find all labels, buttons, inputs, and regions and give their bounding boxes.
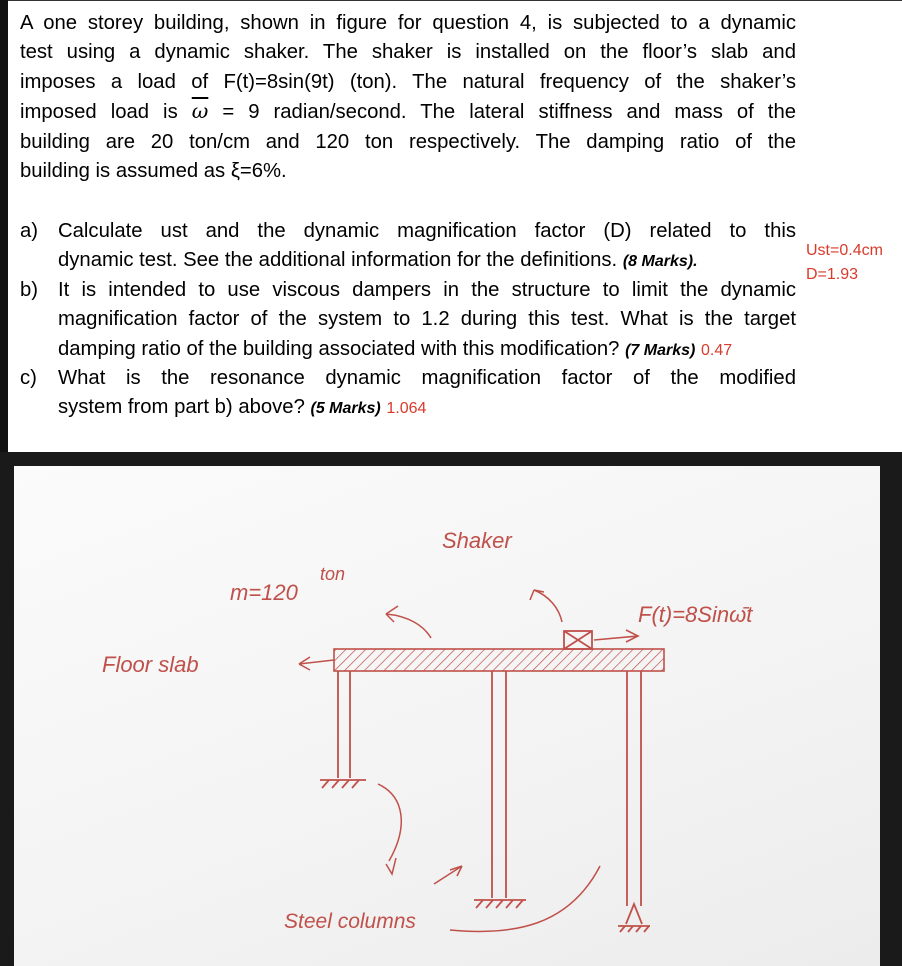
question-c-marks: (5 Marks)	[310, 400, 381, 418]
mass-pointer	[386, 614, 431, 638]
intro-line-4: imposed load is $\overline{\omega} = 9$ radian/second. The lateral stiffness and mass of the	[20, 99, 797, 124]
intro-line-6: building is assumed as ξ=6%.	[20, 160, 287, 183]
right-column	[618, 671, 650, 932]
question-b-answer: 0.47	[700, 341, 733, 359]
intro-line-5: building are 20 ton/cm and 120 ton respectively. The damping ratio of the	[20, 130, 796, 153]
question-a-text: Calculate ust and the dynamic magnification factor (D) related to this dynamic test. See the additional information for the definitions. (8 Marks).	[58, 220, 796, 272]
force-label: F(t)=8Sinω̄t	[638, 602, 753, 627]
question-b-label: b)	[20, 279, 39, 301]
mass-label: m=120	[230, 580, 298, 605]
left-column	[320, 671, 366, 788]
column-pointer-left	[378, 784, 401, 861]
floor-slab-label: Floor slab	[102, 652, 199, 677]
sketch-photo	[14, 466, 880, 966]
sketch-frame	[0, 452, 902, 966]
question-c-answer: 1.064	[386, 400, 427, 418]
mass-unit-label: ton	[320, 564, 346, 584]
question-a-label: a)	[20, 220, 39, 242]
shaker-label: Shaker	[442, 528, 512, 553]
question-a-marks: (8 Marks).	[622, 253, 698, 271]
shaker-pointer	[534, 590, 562, 622]
intro-paragraph	[20, 9, 796, 186]
question-text-panel	[0, 0, 902, 452]
intro-line-1: A one storey building, shown in figure for question 4, is subjected to a dynamic	[20, 12, 796, 34]
force-arrow	[594, 630, 638, 642]
steel-columns-label: Steel columns	[284, 910, 416, 933]
question-b-text: It is intended to use viscous dampers in the structure to limit the dynamic magnification factor of the system to 1.2 during this test. What is the target damping ratio of the building associated with this modification? (7 Marks) 0.47	[58, 279, 796, 360]
middle-column	[474, 671, 526, 908]
omega-bar-symbol: $\overline{\omega}$	[191, 99, 209, 124]
question-c-text: What is the resonance dynamic magnification factor of the modified system from part b) above? (5 Marks) 1.064	[58, 367, 796, 419]
pointer-arrows	[299, 590, 600, 932]
answer-ust: Ust=0.4cm	[806, 242, 883, 259]
shaker-box	[564, 631, 592, 649]
intro-line-3: imposes a load of F(t)=8sin(9t) (ton). The natural frequency of the shaker’s	[20, 70, 796, 93]
columns-curve	[450, 866, 600, 932]
question-c-label: c)	[20, 367, 37, 389]
building-sketch	[14, 466, 880, 966]
question-b-marks: (7 Marks)	[625, 341, 696, 359]
floor-slab	[334, 649, 664, 671]
intro-line-2: test using a dynamic shaker. The shaker is installed on the floor’s slab and	[20, 41, 796, 64]
answer-d: D=1.93	[806, 266, 859, 283]
